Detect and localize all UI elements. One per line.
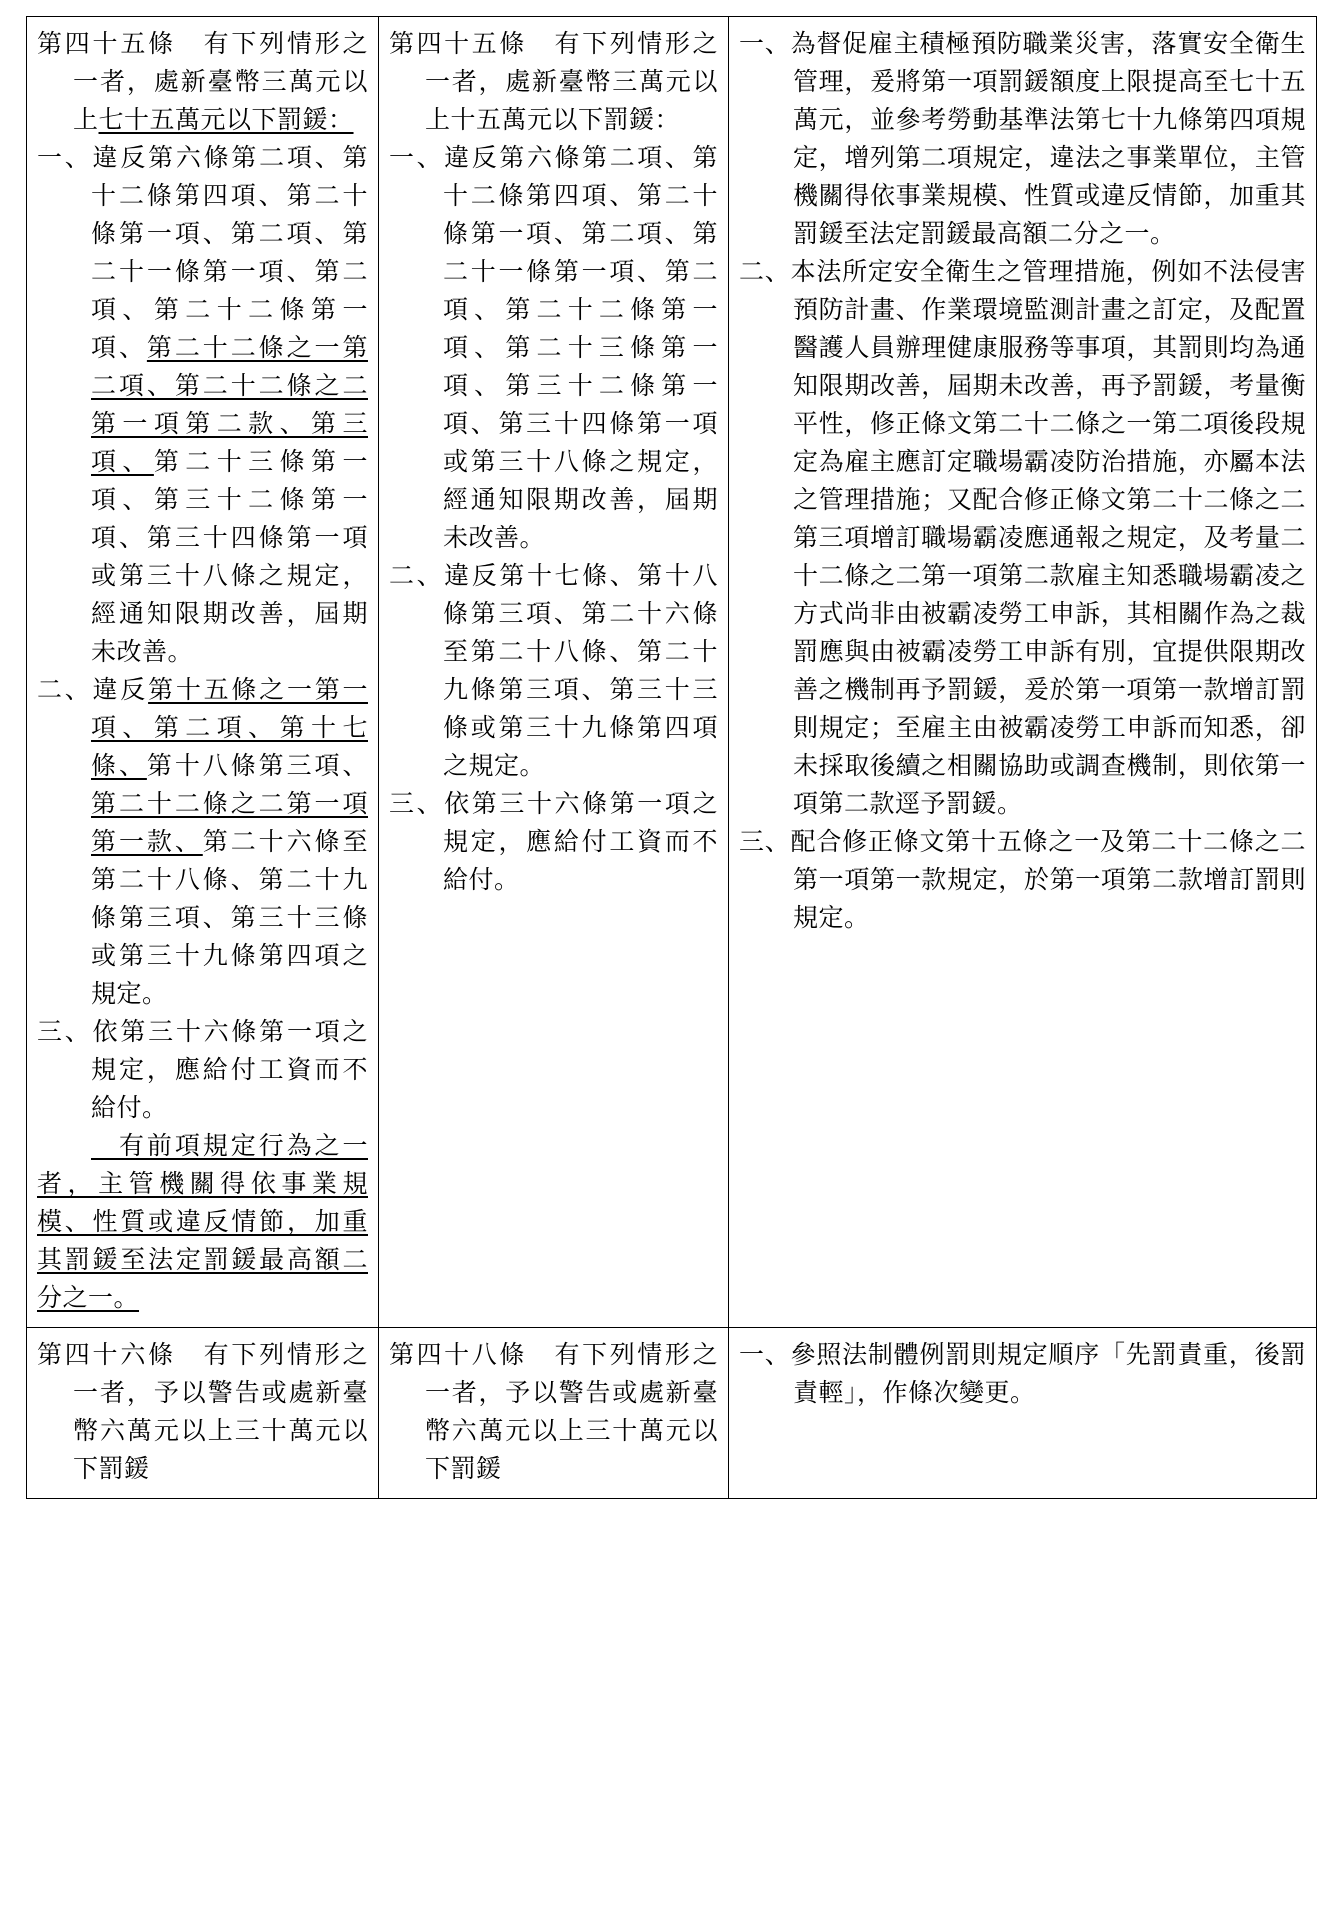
amended-45-item-3 bbox=[37, 1013, 368, 1127]
current-45-item-3: 三、依第三十六條第一項之規定，應給付工資而不給付。 bbox=[389, 789, 718, 894]
explanation-45-item-2: 二、本法所定安全衛生之管理措施，例如不法侵害預防計畫、作業環境監測計畫之訂定，及配置醫護人員辦理健康服務等事項，其罰則均為通知限期改善，屆期未改善，再予罰鍰，考量衡平性，修正條文第二十二條之一第二項後段規定為雇主應訂定職場霸凌防治措施，亦屬本法之管理措施；又配合修正條文第二十二條之二第三項增訂職場霸凌應通報之規定，及考量二十二條之二第一項第二款雇主知悉職場霸凌之方式尚非由被霸凌勞工申訴，其相關作為之裁罰應與由被霸凌勞工申訴有別，宜提供限期改善之機制再予罰鍰，爰於第一項第一款增訂罰則規定；至雇主由被霸凌勞工申訴而知悉，卻未採取後續之相關協助或調查機制，則依第一項第二款逕予罰鍰。 bbox=[739, 257, 1306, 818]
table-row bbox=[27, 17, 1317, 1328]
current-45-item-2: 二、違反第十七條、第十八條第三項、第二十六條至第二十八條、第二十九條第三項、第三十三條或第三十九條第四項之規定。 bbox=[389, 561, 718, 780]
amended-45-paragraph-2 bbox=[37, 1127, 368, 1317]
amended-45-head-plain: 第四十五條 有下列情形之一者，處新臺幣三萬元以上 bbox=[37, 29, 368, 134]
amended-45-item-2-plain-2: 第十八條第三項、 bbox=[146, 751, 368, 780]
comparison-table bbox=[26, 16, 1317, 1499]
amended-45-paragraph-2-text: 有前項規定行為之一者，主管機關得依事業規模、性質或違反情節，加重其罰鍰至法定罰鍰最高額二分之一。 bbox=[37, 1131, 368, 1312]
cell-amended-article-46 bbox=[27, 1328, 379, 1499]
current-45-item-1: 一、違反第六條第二項、第十二條第四項、第二十條第一項、第二項、第二十一條第一項、第二項、第二十二條第一項、第二十三條第一項、第三十二條第一項、第三十四條第一項或第三十八條之規定，經通知限期改善，屆期未改善。 bbox=[389, 143, 718, 552]
cell-explanation-article-45 bbox=[729, 17, 1317, 1328]
explanation-45-item-1: 一、為督促雇主積極預防職業災害，落實安全衛生管理，爰將第一項罰鍰額度上限提高至七十五萬元，並參考勞動基準法第七十九條第四項規定，增列第二項規定，違法之事業單位，主管機關得依事業規模、性質或違反情節，加重其罰鍰至法定罰鍰最高額二分之一。 bbox=[739, 29, 1306, 248]
amended-45-item-1-plain-1: 一、違反第六條第二項、第十二條第四項、第二十條第一項、第二項、第二十一條第一項、第二項、第二十二條第一項、 bbox=[37, 143, 368, 362]
amended-45-item-1-plain-2: 第二十三條第一項、第三十二條第一項、第三十四條第一項或第三十八條之規定，經通知限期改善，屆期未改善。 bbox=[91, 447, 368, 666]
explanation-45-item-3: 三、配合修正條文第十五條之一及第二十二條之二第一項第一款規定，於第一項第二款增訂罰則規定。 bbox=[739, 827, 1306, 932]
amended-45-item-1 bbox=[37, 139, 368, 671]
amended-45-head bbox=[37, 25, 368, 139]
amended-45-head-underline: 七十五萬元以下罰鍰： bbox=[98, 105, 354, 134]
table-row bbox=[27, 1328, 1317, 1499]
amended-45-item-2 bbox=[37, 671, 368, 1013]
amended-46-head: 第四十六條 有下列情形之一者，予以警告或處新臺幣六萬元以上三十萬元以下罰鍰 bbox=[37, 1340, 368, 1483]
cell-explanation-article-46 bbox=[729, 1328, 1317, 1499]
amended-45-item-3-text: 三、依第三十六條第一項之規定，應給付工資而不給付。 bbox=[37, 1017, 368, 1122]
amended-45-item-1-underline-1: 第二十二條之一第二項、第二十二條之二第一項第二款、第三項、 bbox=[91, 333, 368, 476]
current-48-head: 第四十八條 有下列情形之一者，予以警告或處新臺幣六萬元以上三十萬元以下罰鍰 bbox=[389, 1340, 718, 1483]
cell-amended-article-45 bbox=[27, 17, 379, 1328]
amended-45-item-2-plain-1: 二、違反 bbox=[37, 675, 149, 704]
explanation-46-item-1: 一、參照法制體例罰則規定順序「先罰責重，後罰責輕」，作條次變更。 bbox=[739, 1340, 1306, 1407]
amended-45-item-2-plain-3: 第二十六條至第二十八條、第二十九條第三項、第三十三條或第三十九條第四項之規定。 bbox=[91, 827, 368, 1008]
cell-current-article-48 bbox=[379, 1328, 729, 1499]
amended-45-item-2-underline-1: 第十五條之一第一項、第二項、第十七條、 bbox=[91, 675, 368, 780]
amended-45-item-2-underline-2: 第二十二條之二第一項第一款、 bbox=[91, 789, 368, 856]
cell-current-article-45 bbox=[379, 17, 729, 1328]
current-45-head: 第四十五條 有下列情形之一者，處新臺幣三萬元以上十五萬元以下罰鍰： bbox=[389, 29, 718, 134]
